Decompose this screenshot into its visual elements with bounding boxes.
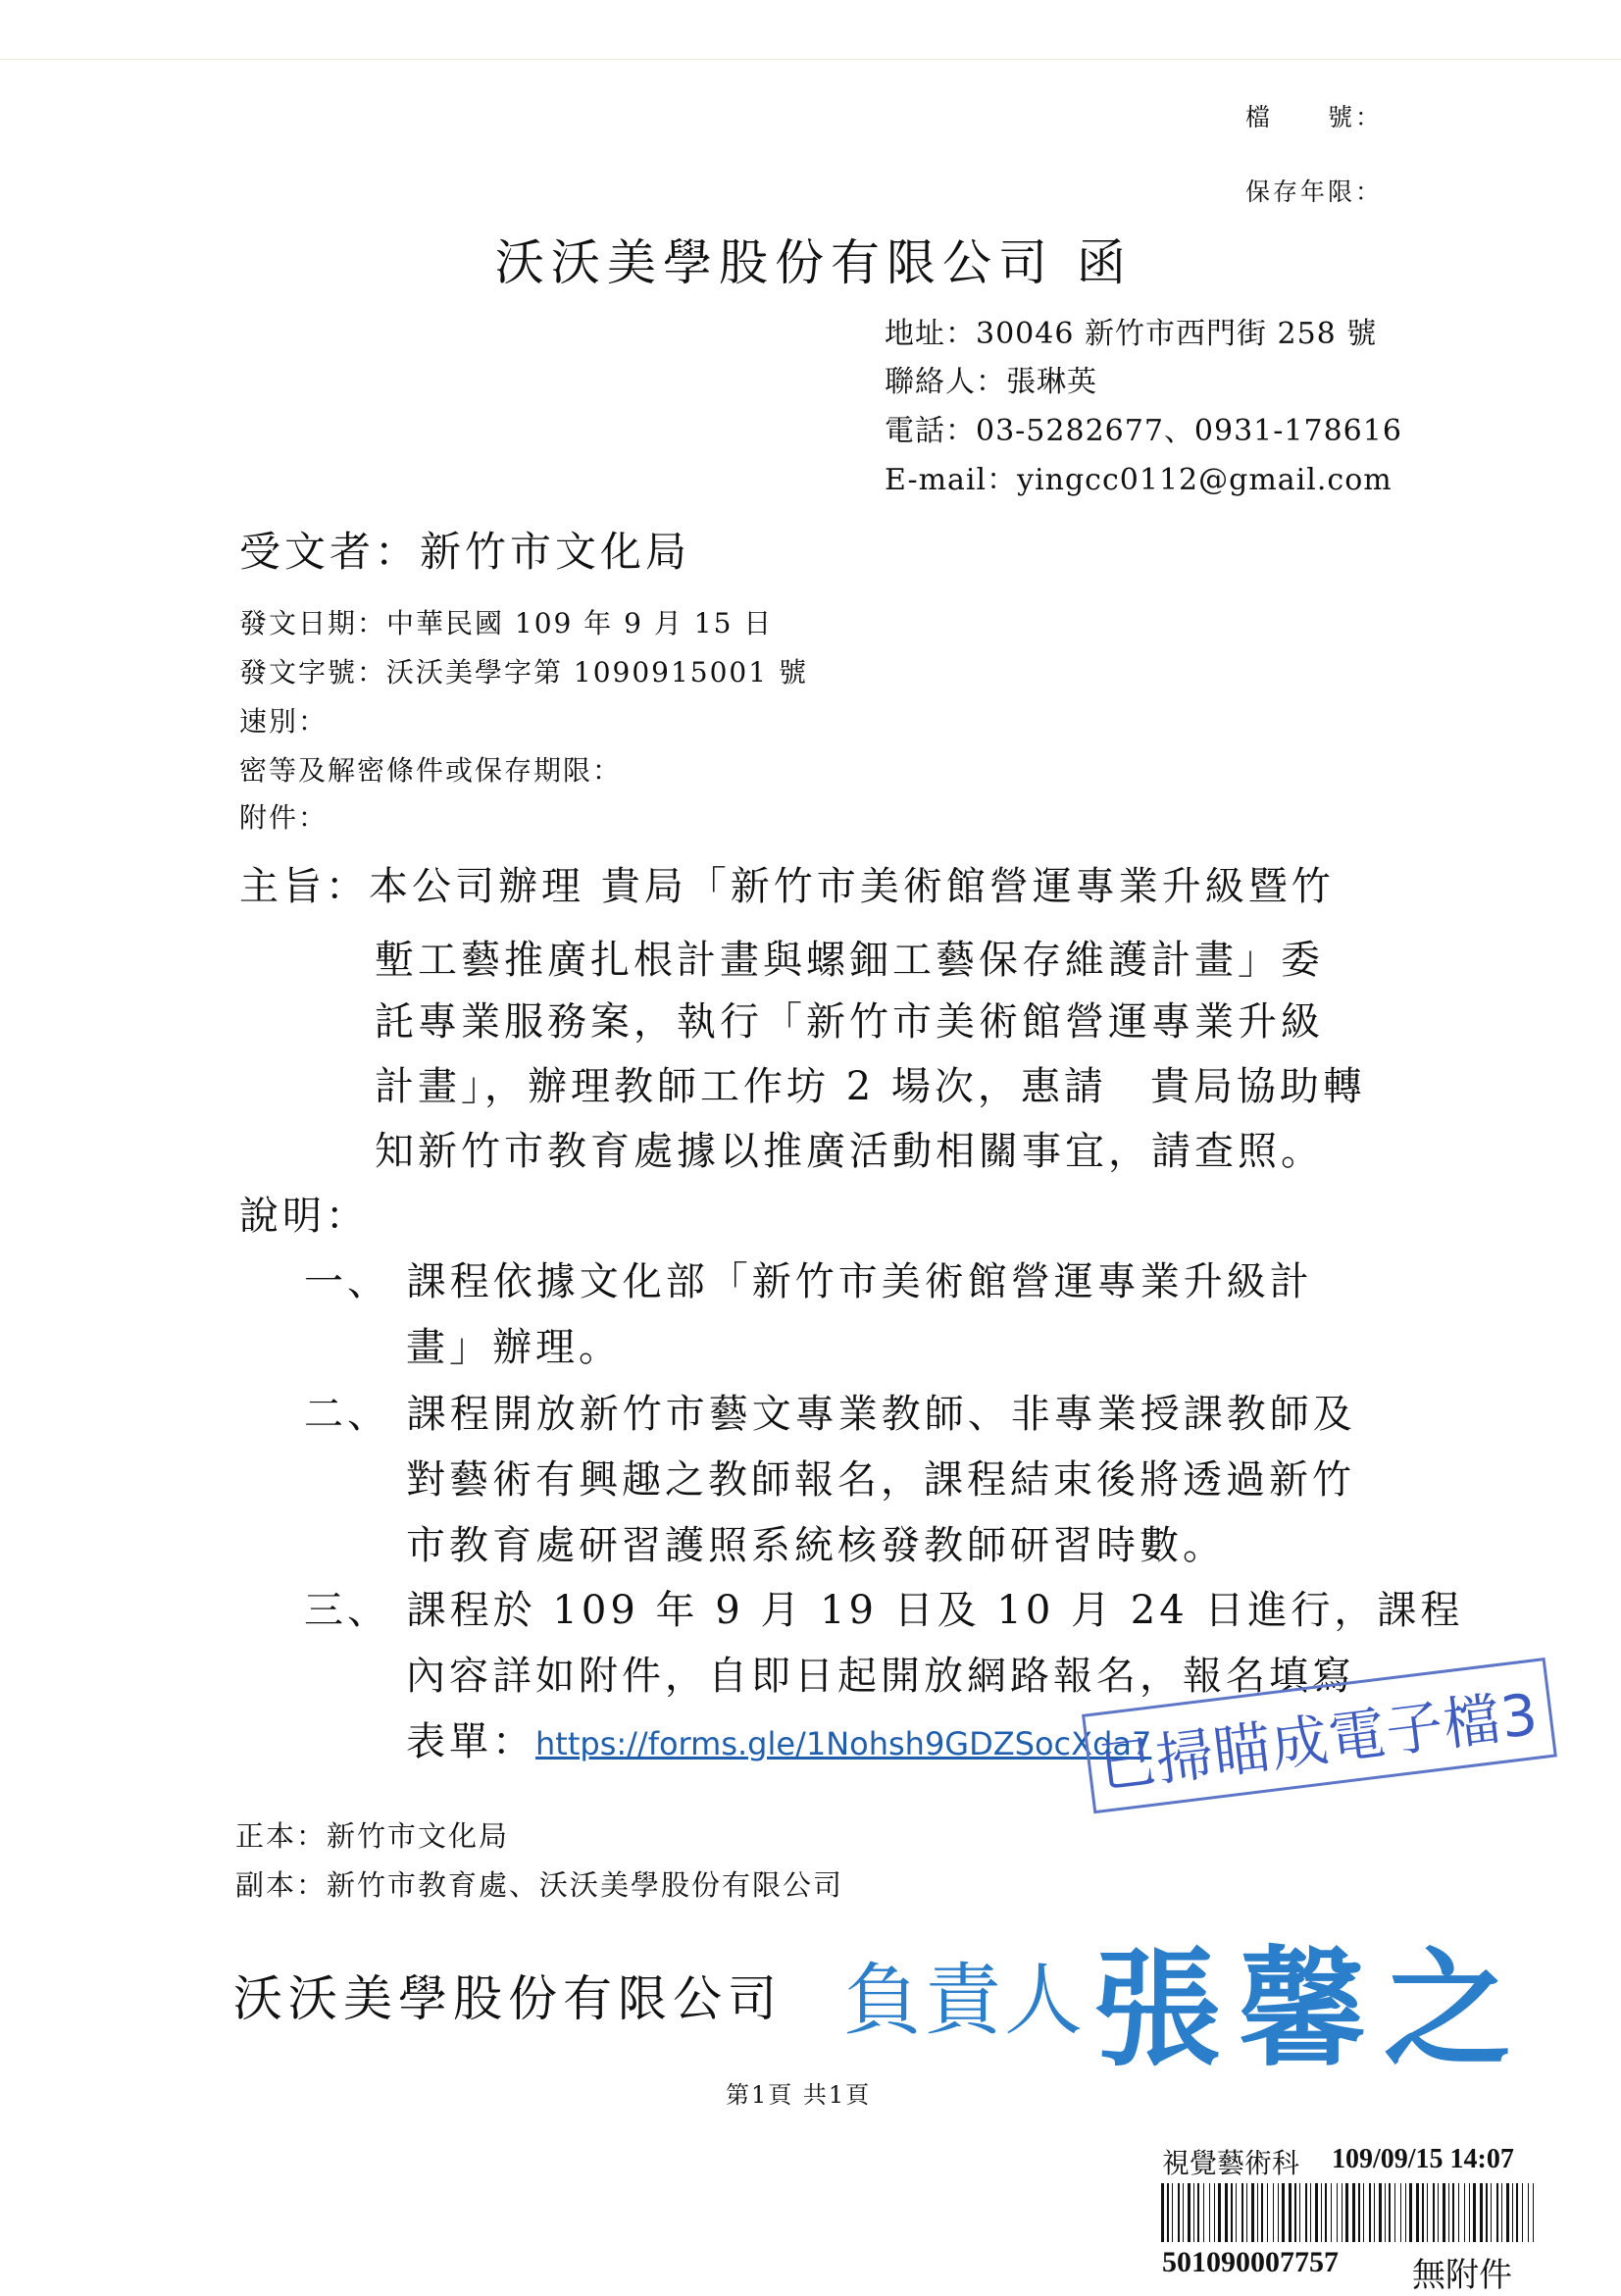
speed-category: 速別： [239, 705, 329, 738]
document-number: 發文字號：沃沃美學字第 1090915001 號 [239, 656, 808, 689]
company-signature-name: 沃沃美學股份有限公司 [233, 1970, 783, 2027]
recipient: 受文者：新竹市文化局 [239, 528, 691, 576]
subject-line: 主旨：本公司辦理 貴局「新竹市美術館營運專業升級暨竹 [239, 864, 1335, 909]
receipt-attachment-note: 無附件 [1412, 2256, 1512, 2295]
receipt-datetime: 109/09/15 14:07 [1332, 2144, 1514, 2174]
seal-name: 張馨之 [1093, 1935, 1530, 2084]
contact-person: 聯絡人：張琳英 [885, 365, 1097, 399]
registration-form-line [406, 1710, 1151, 1766]
subject-line: 知新竹市教育處據以推廣活動相關事宜，請查照。 [375, 1129, 1324, 1174]
explanation-item-1: 一、 課程依據文化部「新竹市美術館營運專業升級計 [304, 1259, 1313, 1304]
explanation-item-2: 二、 課程開放新竹市藝文專業教師、非專業授課教師及 [304, 1392, 1356, 1437]
explanation-item-2-cont: 對藝術有興趣之教師報名，課程結束後將透過新竹 [406, 1457, 1355, 1503]
contact-email: E-mail：yingcc0112@gmail.com [885, 463, 1393, 497]
subject-line: 計畫」，辦理教師工作坊 2 場次，惠請 貴局協助轉 [375, 1064, 1366, 1109]
attachment-field: 附件： [239, 801, 329, 834]
original-recipient: 正本：新竹市文化局 [235, 1819, 510, 1853]
page-top-border [0, 59, 1621, 60]
receipt-department: 視覺藝術科 [1162, 2147, 1300, 2179]
receipt-number: 501090007757 [1162, 2246, 1339, 2278]
issue-date: 發文日期：中華民國 109 年 9 月 15 日 [239, 607, 774, 639]
carbon-copy: 副本：新竹市教育處、沃沃美學股份有限公司 [235, 1868, 844, 1902]
retention-period-label: 保存年限： [1245, 178, 1384, 206]
barcode-icon [1159, 2183, 1542, 2242]
seal-title: 負責人 [843, 1955, 1085, 2046]
scanned-stamp-text: 已掃瞄成電子檔3 [1094, 1680, 1543, 1801]
explanation-heading: 說明： [239, 1194, 369, 1239]
document-title: 沃沃美學股份有限公司 函 [495, 234, 1133, 291]
registration-form-link[interactable]: https://forms.gle/1Nohsh9GDZSocXda7 [535, 1725, 1152, 1762]
responsible-person-seal [843, 1908, 1549, 2084]
form-label: 表單： [406, 1719, 535, 1764]
explanation-item-3: 三、 課程於 109 年 9 月 19 日及 10 月 24 日進行，課程 [304, 1588, 1464, 1633]
file-number-label: 檔 號： [1245, 103, 1384, 131]
explanation-item-3-cont: 內容詳如附件，自即日起開放網路報名，報名填寫 [406, 1654, 1355, 1699]
receipt-barcode-label [1157, 2140, 1549, 2295]
subject-line: 託專業服務案，執行「新竹市美術館營運專業升級 [375, 999, 1324, 1045]
sender-address: 地址：30046 新竹市西門街 258 號 [885, 317, 1378, 351]
subject-line: 塹工藝推廣扎根計畫與螺鈿工藝保存維護計畫」委 [375, 938, 1324, 983]
contact-phone: 電話：03-5282677、0931-178616 [885, 414, 1402, 448]
explanation-item-2-cont: 市教育處研習護照系統核發教師研習時數。 [406, 1523, 1226, 1568]
page-number: 第1頁 共1頁 [726, 2081, 872, 2109]
secrecy-level: 密等及解密條件或保存期限： [239, 754, 623, 787]
explanation-item-1-cont: 畫」辦理。 [406, 1325, 622, 1370]
